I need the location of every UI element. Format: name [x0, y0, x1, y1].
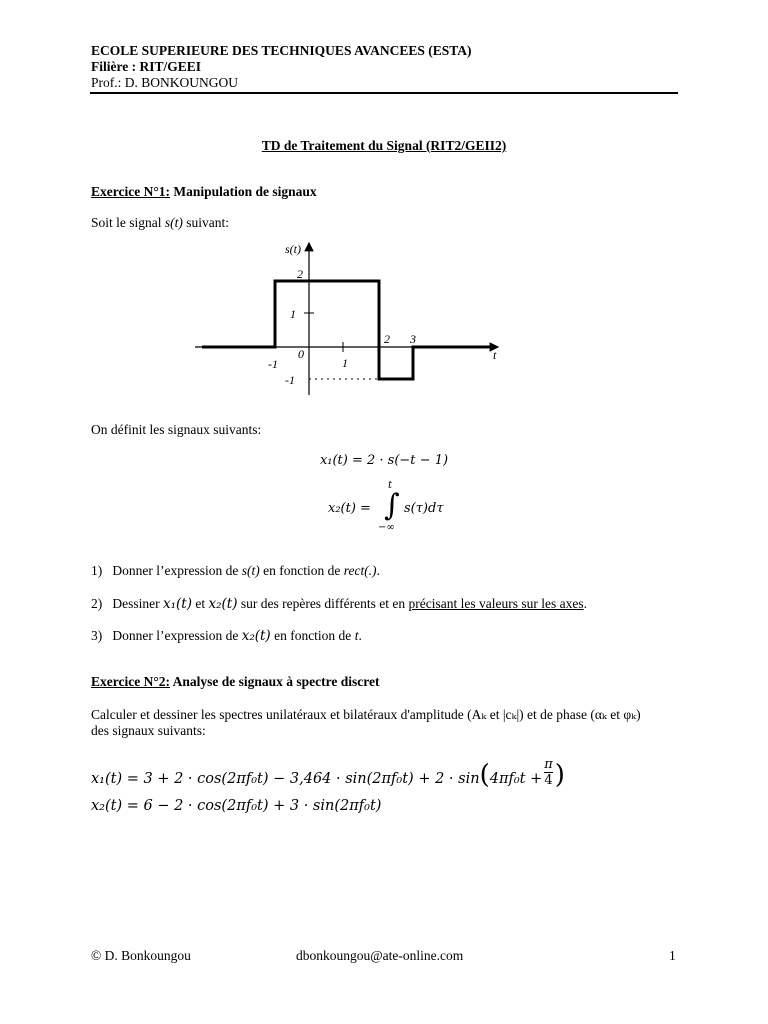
exercise1-heading [91, 184, 317, 200]
q1-end: . [376, 563, 380, 578]
frac-den: 4 [544, 772, 553, 788]
fraction [544, 757, 553, 788]
q3-x2: x₂(t) [241, 628, 271, 644]
eq-x1-main: x₁(t) = 3 + 2 · cos(2πf₀t) − 3,464 · sin(2πf₀t) + 2 · sin [91, 771, 480, 787]
question-1 [91, 563, 380, 579]
equation-x1: x₁(t) = 2 · s(−t − 1) [319, 453, 449, 468]
q2-number: 2) [91, 596, 103, 611]
document-title: TD de Traitement du Signal (RIT2/GEII2) [261, 138, 507, 153]
header-rule [90, 92, 678, 94]
school-name: ECOLE SUPERIEURE DES TECHNIQUES AVANCEES (ESTA) [91, 43, 472, 58]
q3-number: 3) [91, 628, 103, 643]
exercise1-title: Manipulation de signaux [170, 184, 317, 199]
exercise2-text-line2: des signaux suivants: [91, 723, 206, 738]
integral-lower: −∞ [378, 522, 395, 533]
question-3 [91, 628, 362, 644]
q2-underlined: précisant les valeurs sur les axes [408, 596, 584, 611]
exercise1-number: Exercice N°1: [91, 184, 170, 199]
intro-text: Soit le signal [91, 215, 165, 230]
label-y1: 1 [290, 307, 296, 321]
q1-rect: rect(.) [343, 563, 377, 578]
footer-email[interactable]: dbonkoungou@ate-online.com [296, 948, 464, 963]
q2-and: et [191, 596, 209, 611]
exercise2-title: Analyse de signaux à spectre discret [170, 674, 380, 689]
exercise2-number: Exercice N°2: [91, 674, 170, 689]
q1-text-mid: en fonction de [259, 563, 344, 578]
integral-upper: t [388, 480, 393, 491]
q2-x2: x₂(t) [208, 596, 238, 612]
frac-num: π [544, 756, 553, 772]
q3-end: . [358, 628, 362, 643]
exercise2-equation-x1 [91, 751, 565, 791]
page-number: 1 [669, 948, 676, 963]
equation-x2 [326, 480, 496, 536]
label-s-t: s(t) [285, 242, 301, 256]
question-2 [91, 596, 587, 612]
filiere: Filière : RIT/GEEI [91, 59, 201, 74]
label-x0: 0 [298, 347, 304, 361]
intro-text-end: suivant: [182, 215, 229, 230]
footer-author: © D. Bonkoungou [91, 948, 191, 963]
paren-open: ( [479, 760, 490, 790]
label-x2: 2 [384, 332, 390, 346]
defines-text: On définit les signaux suivants: [91, 422, 262, 437]
eq2-lhs: x₂(t) = [328, 501, 371, 516]
label-y2: 2 [297, 267, 303, 281]
label-ym1: -1 [285, 373, 295, 387]
eq-x1-paren-inner: 4πf₀t + [489, 771, 543, 787]
q3-text-mid: en fonction de [270, 628, 355, 643]
q2-x1: x₁(t) [163, 596, 192, 612]
q2-text: Dessiner [112, 596, 163, 611]
q2-end: . [583, 596, 587, 611]
q3-t: t [354, 628, 359, 643]
label-x3: 3 [410, 332, 416, 346]
q3-text: Donner l’expression de [112, 628, 242, 643]
intro-signal: s(t) [164, 215, 183, 230]
q1-number: 1) [91, 563, 103, 578]
exercise2-equation-x2: x₂(t) = 6 − 2 · cos(2πf₀t) + 3 · sin(2πf₀t) [91, 798, 382, 814]
label-t: t [493, 348, 497, 362]
q1-text: Donner l’expression de [112, 563, 242, 578]
professor: Prof.: D. BONKOUNGOU [91, 75, 238, 90]
exercise2-heading [91, 674, 380, 690]
exercise1-intro [91, 215, 229, 231]
signal-graph [190, 238, 510, 400]
label-xm1: -1 [268, 357, 278, 371]
paren-close: ) [554, 760, 565, 790]
exercise2-text-line1: Calculer et dessiner les spectres unilatéraux et bilatéraux d'amplitude (Aₖ et |cₖ|) et de phase (αₖ et φₖ) [91, 707, 641, 722]
q2-text-mid: sur des repères différents et en [237, 596, 409, 611]
q1-signal: s(t) [241, 563, 260, 578]
integral-sign: ∫ [384, 488, 400, 523]
label-x1: 1 [342, 356, 348, 370]
integrand: s(τ)dτ [404, 501, 444, 516]
